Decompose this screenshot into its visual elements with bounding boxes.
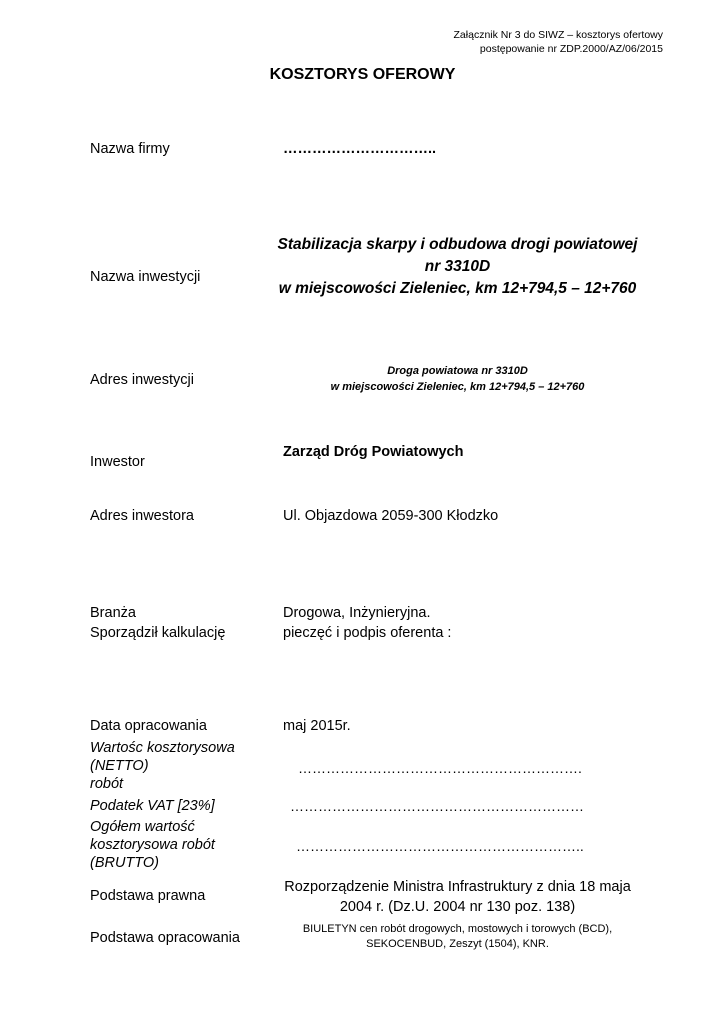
gross-value-label-line-2: kosztorysowa robót (90, 837, 215, 853)
legal-basis-value: Rozporządzenie Ministra Infrastruktury z dnia 18 maja 2004 r. (Dz.U. 2004 nr 130 poz. 138) (284, 879, 631, 915)
net-value-field: ……………………………………………………. (298, 760, 582, 776)
preparation-date-label: Data opracowania (90, 718, 207, 734)
investment-name-value (270, 234, 645, 300)
header-line-1: Załącznik Nr 3 do SIWZ – kosztorys ofertowy (453, 29, 663, 41)
industry-value: Drogowa, Inżynieryjna. (283, 605, 431, 621)
company-name-label: Nazwa firmy (90, 141, 170, 157)
vat-label: Podatek VAT [23%] (90, 798, 215, 814)
gross-value-label (90, 818, 215, 872)
prepared-by-label: Sporządził kalkulację (90, 625, 226, 641)
investor-value: Zarząd Dróg Powiatowych (283, 444, 464, 460)
investment-name-line-3: w miejscowości Zieleniec, km 12+794,5 – 12+760 (278, 280, 637, 297)
gross-value-label-line-1: Ogółem wartość (90, 819, 195, 835)
net-value-label-line-1: Wartośc kosztorysowa (90, 740, 235, 756)
company-name-value: ………………………….. (283, 141, 437, 157)
investor-address-label: Adres inwestora (90, 508, 194, 524)
industry-label: Branża (90, 605, 136, 621)
net-value-label (90, 739, 235, 793)
legal-basis-label: Podstawa prawna (90, 888, 206, 904)
net-value-label-line-2: (NETTO) (90, 758, 149, 774)
investment-address-value (270, 363, 645, 395)
investment-name-line-2: nr 3310D (424, 258, 491, 275)
investor-address-value: Ul. Objazdowa 2059-300 Kłodzko (283, 508, 499, 524)
net-value-label-line-3: robót (90, 776, 124, 792)
preparation-basis-label: Podstawa opracowania (90, 930, 240, 946)
document-title: KOSZTORYS OFEROWY (269, 66, 456, 83)
header-attachment-note (454, 28, 663, 56)
vat-field: ……………………………………………………… (290, 798, 584, 814)
preparation-basis-value: BIULETYN cen robót drogowych, mostowych i torowych (BCD), SEKOCENBUD, Zeszyt (1504), KNR. (302, 923, 613, 950)
prepared-by-value: pieczęć i podpis oferenta : (283, 625, 452, 641)
investment-name-line-1: Stabilizacja skarpy i odbudowa drogi powiatowej (277, 236, 638, 253)
investment-name-label: Nazwa inwestycji (90, 269, 201, 285)
header-line-2: postępowanie nr ZDP.2000/AZ/06/2015 (479, 43, 663, 55)
investment-address-line-1: Droga powiatowa nr 3310D (387, 365, 528, 377)
preparation-date-value: maj 2015r. (283, 718, 351, 734)
investment-address-label: Adres inwestycji (90, 372, 194, 388)
investor-label: Inwestor (90, 454, 145, 470)
investment-address-line-2: w miejscowości Zieleniec, km 12+794,5 – 12+760 (330, 381, 585, 393)
gross-value-field: …………………………………………………….. (296, 838, 584, 854)
gross-value-label-line-3: (BRUTTO) (90, 855, 160, 871)
